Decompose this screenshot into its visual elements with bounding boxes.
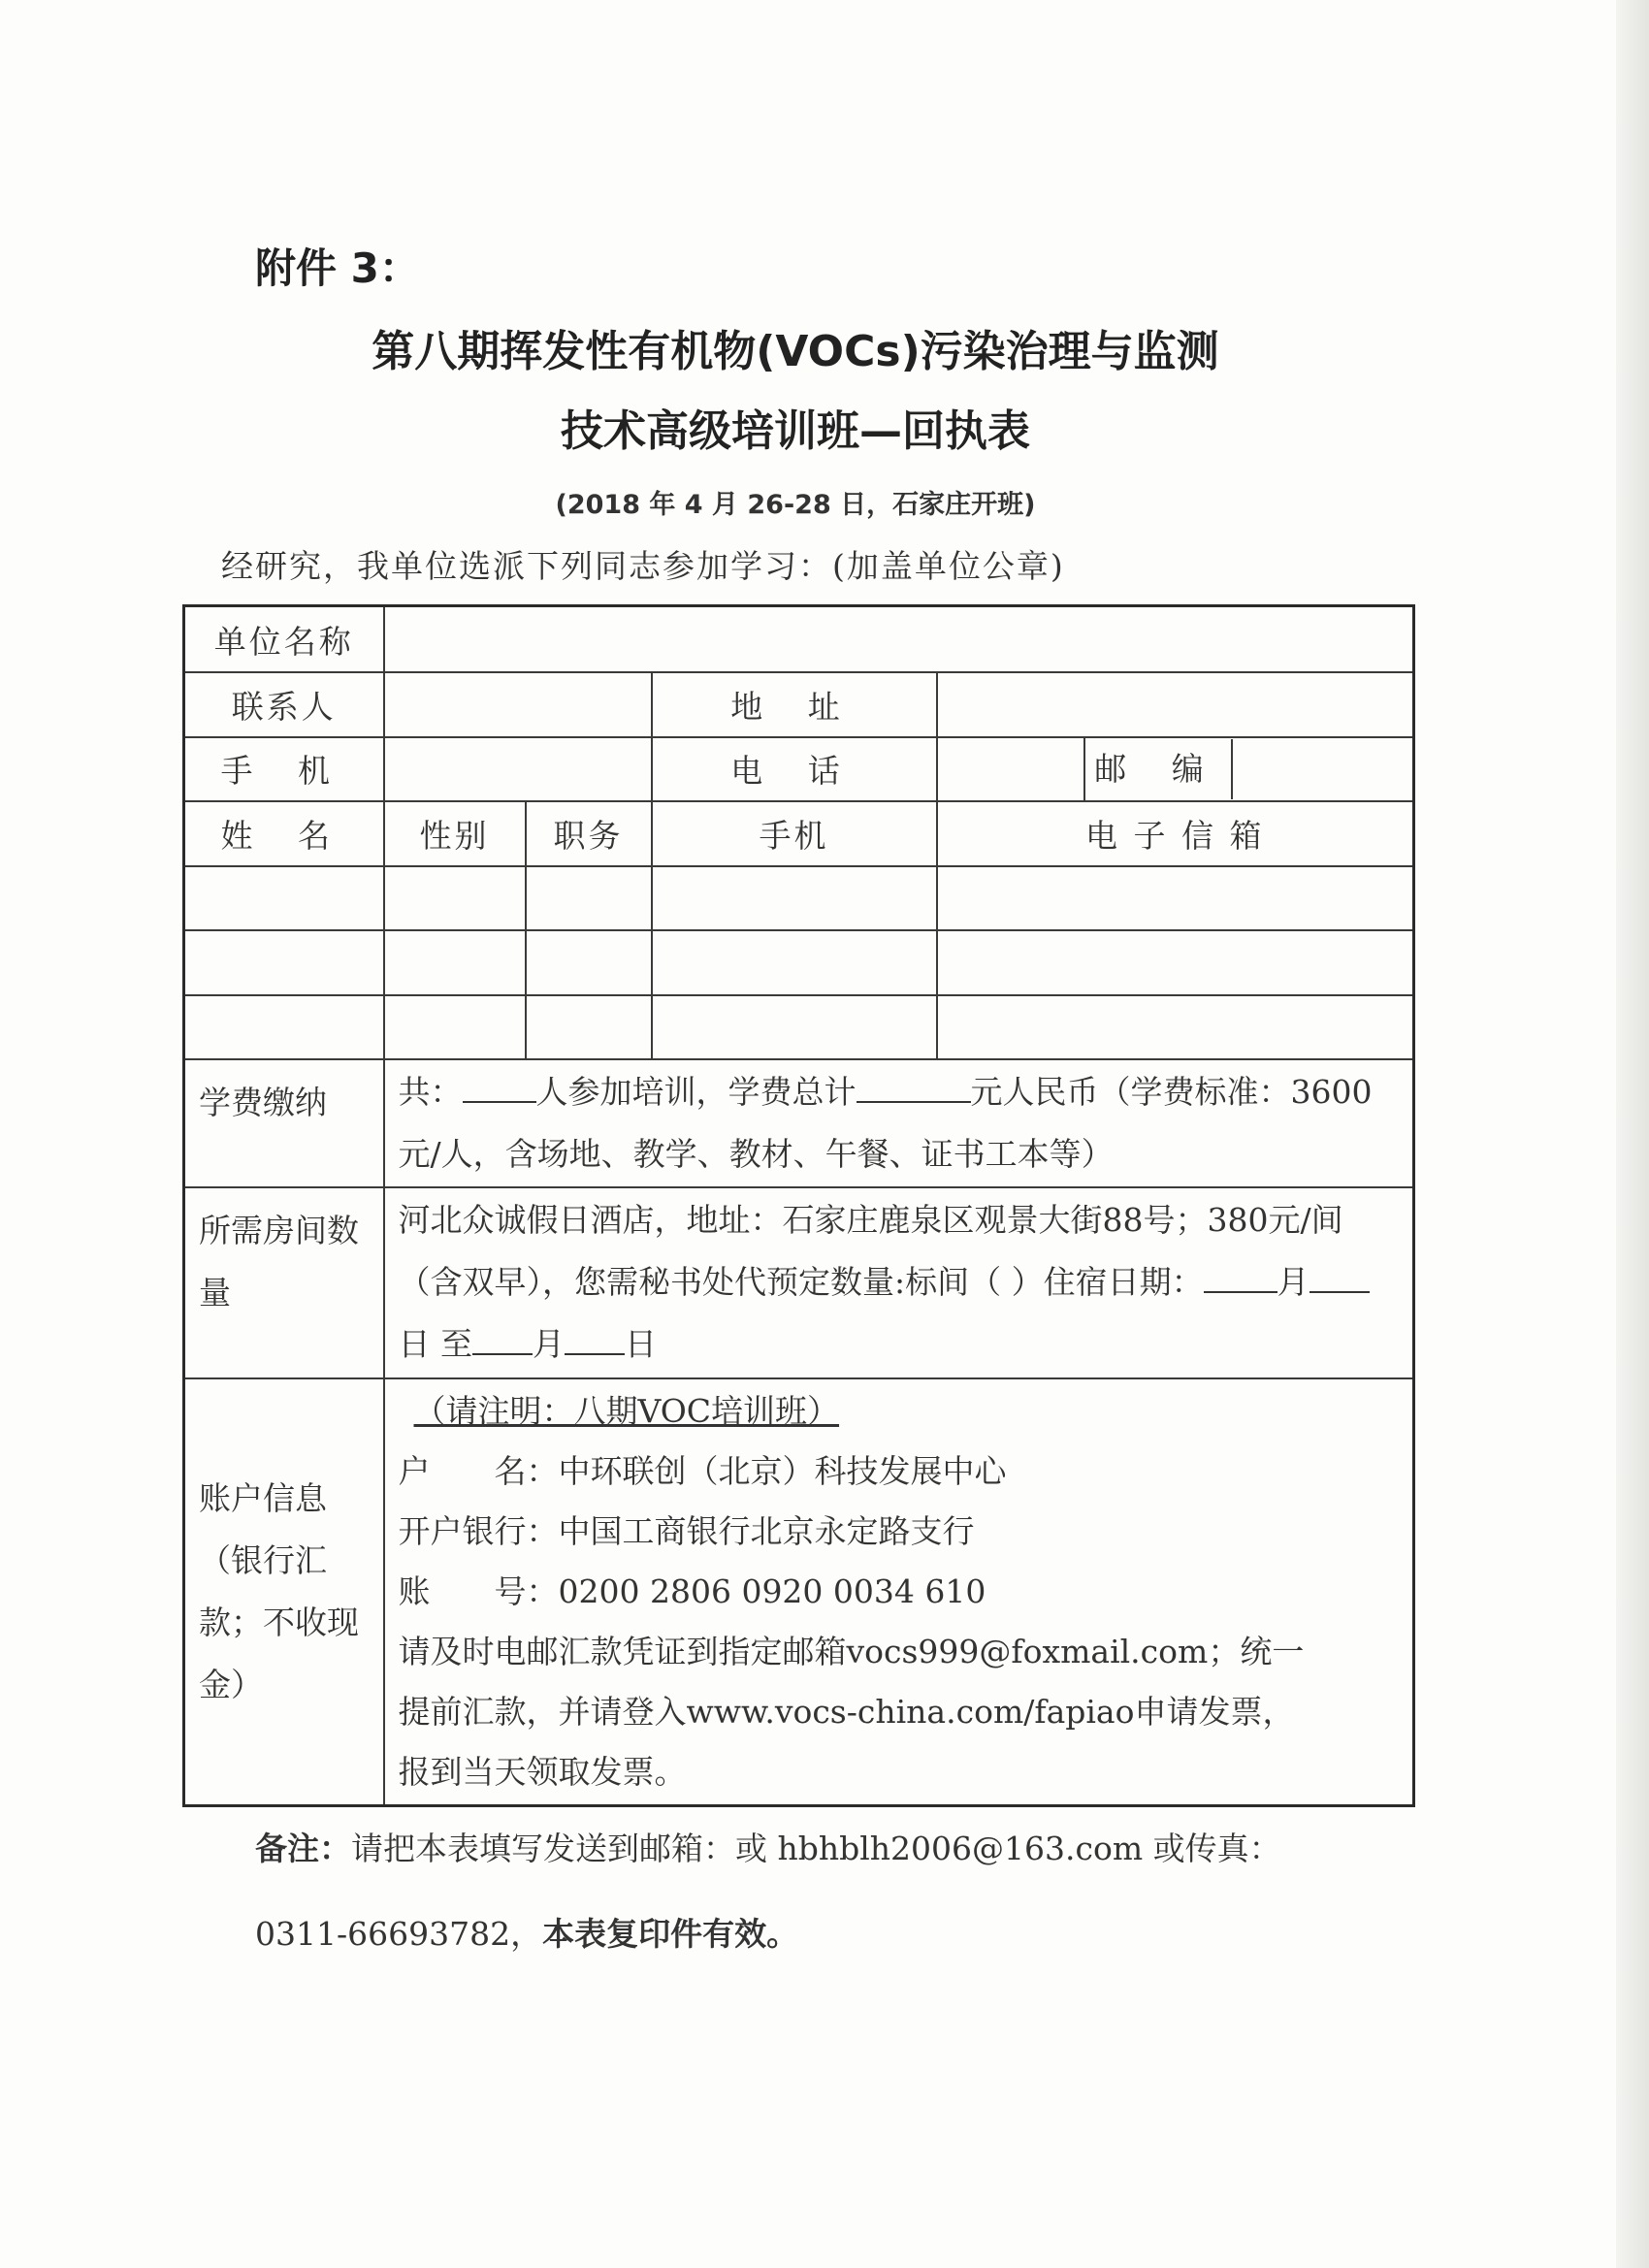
remark-label: 备注： — [255, 1830, 351, 1867]
postcode-label: 邮 编 — [1085, 739, 1233, 799]
attendee-mobile-field[interactable] — [652, 866, 937, 931]
address-field[interactable] — [937, 672, 1414, 737]
rooms-description: 河北众诚假日酒店，地址：石家庄鹿泉区观景大街88号；380元/间（含双早），您需秘书处代预定数量:标间（ ）住宿日 — [398, 1201, 1343, 1302]
account-number: 账 号：0200 2806 0920 0034 610 — [398, 1572, 986, 1611]
fee-text — [384, 1059, 1414, 1186]
fee-part3: 元人民币（学费标准：3600元/人，含场地、教学、教材、午餐、证书工本等） — [398, 1073, 1373, 1173]
account-note: （请注明：八期VOC培训班） — [413, 1392, 840, 1431]
attendee-mobile-field[interactable] — [652, 995, 937, 1060]
contact-label: 联系人 — [184, 672, 384, 737]
fee-total-blank[interactable] — [857, 1072, 971, 1103]
fax-line — [255, 1909, 798, 1955]
checkout-month-blank[interactable] — [472, 1324, 533, 1355]
col-header-gender: 性别 — [384, 801, 526, 866]
attendee-row — [184, 930, 1414, 995]
unit-name-label: 单位名称 — [184, 606, 384, 673]
account-bank: 开户银行：中国工商银行北京永定路支行 — [398, 1512, 975, 1551]
row-unit-name — [184, 606, 1414, 673]
rooms-month1: 月 — [1277, 1263, 1310, 1302]
remark-line — [255, 1824, 1281, 1869]
account-instruction-3: 报到当天领取发票。 — [398, 1753, 687, 1792]
rooms-text — [384, 1187, 1414, 1379]
attendee-name-field[interactable] — [184, 930, 384, 995]
col-header-position: 职务 — [526, 801, 652, 866]
checkin-month-blank[interactable] — [1204, 1262, 1277, 1293]
checkout-day-blank[interactable] — [565, 1324, 625, 1355]
contact-field[interactable] — [384, 672, 652, 737]
attendee-position-field[interactable] — [526, 995, 652, 1060]
checkin-day-blank[interactable] — [1310, 1262, 1370, 1293]
mobile-label: 手 机 — [184, 737, 384, 802]
postcode-field[interactable] — [1233, 739, 1413, 799]
attendee-name-field[interactable] — [184, 995, 384, 1060]
course-dates: (2018 年 4 月 26-28 日，石家庄开班) — [555, 490, 1036, 520]
remark-text: 请把本表填写发送到邮箱：或 hbhblh2006@163.com 或传真： — [351, 1830, 1281, 1867]
row-mobile — [184, 737, 1414, 802]
title-line-1: 第八期挥发性有机物(VOCs)污染治理与监测 — [372, 327, 1219, 376]
col-header-email: 电 子 信 箱 — [937, 801, 1414, 866]
row-fee — [184, 1059, 1414, 1186]
attendee-email-field[interactable] — [937, 995, 1414, 1060]
attendee-email-field[interactable] — [937, 930, 1414, 995]
title-line-2: 技术高级培训班—回执表 — [561, 406, 1030, 456]
intro-text: 经研究，我单位选派下列同志参加学习：(加盖单位公章) — [221, 547, 1065, 585]
attachment-label: 附件 3： — [255, 244, 420, 292]
fee-label: 学费缴纳 — [184, 1059, 384, 1186]
attendee-position-field[interactable] — [526, 866, 652, 931]
row-rooms — [184, 1187, 1414, 1379]
rooms-date-prefix: 期： — [1139, 1263, 1204, 1302]
account-name: 户 名：中环联创（北京）科技发展中心 — [398, 1452, 1007, 1491]
row-account — [184, 1378, 1414, 1805]
mobile-field[interactable] — [384, 737, 652, 802]
phone-field[interactable] — [937, 737, 1084, 802]
attendee-gender-field[interactable] — [384, 995, 526, 1060]
phone-label: 电 话 — [652, 737, 937, 802]
account-label: 账户信息（银行汇款；不收现金） — [184, 1378, 384, 1805]
rooms-month2: 月 — [533, 1325, 565, 1364]
account-info — [384, 1378, 1414, 1805]
attendee-row — [184, 866, 1414, 931]
rooms-label: 所需房间数量 — [184, 1187, 384, 1379]
rooms-day1: 日 至 — [398, 1325, 472, 1364]
address-label: 地 址 — [652, 672, 937, 737]
attendee-gender-field[interactable] — [384, 930, 526, 995]
fee-part2: 人参加培训，学费总计 — [535, 1073, 857, 1111]
account-instruction-2: 提前汇款，并请登入www.vocs-china.com/fapiao申请发票， — [398, 1693, 1295, 1732]
registration-form — [182, 604, 1415, 1807]
col-header-name: 姓 名 — [184, 801, 384, 866]
unit-name-field[interactable] — [384, 606, 1414, 673]
fee-part1: 共： — [398, 1073, 463, 1111]
col-header-mobile: 手机 — [652, 801, 937, 866]
attendee-gender-field[interactable] — [384, 866, 526, 931]
attendee-row — [184, 995, 1414, 1060]
attendee-name-field[interactable] — [184, 866, 384, 931]
valid-copy-text: 本表复印件有效。 — [542, 1915, 799, 1953]
rooms-day2: 日 — [625, 1325, 657, 1364]
fax-number: 0311-66693782， — [255, 1915, 543, 1953]
attendee-email-field[interactable] — [937, 866, 1414, 931]
postcode-cell — [1084, 737, 1414, 802]
attendee-position-field[interactable] — [526, 930, 652, 995]
row-contact — [184, 672, 1414, 737]
fee-count-blank[interactable] — [463, 1072, 536, 1103]
page-edge-shadow — [1616, 0, 1649, 2268]
account-instruction-1: 请及时电邮汇款凭证到指定邮箱vocs999@foxmail.com；统一 — [398, 1633, 1305, 1671]
row-attendee-header — [184, 801, 1414, 866]
attendee-mobile-field[interactable] — [652, 930, 937, 995]
